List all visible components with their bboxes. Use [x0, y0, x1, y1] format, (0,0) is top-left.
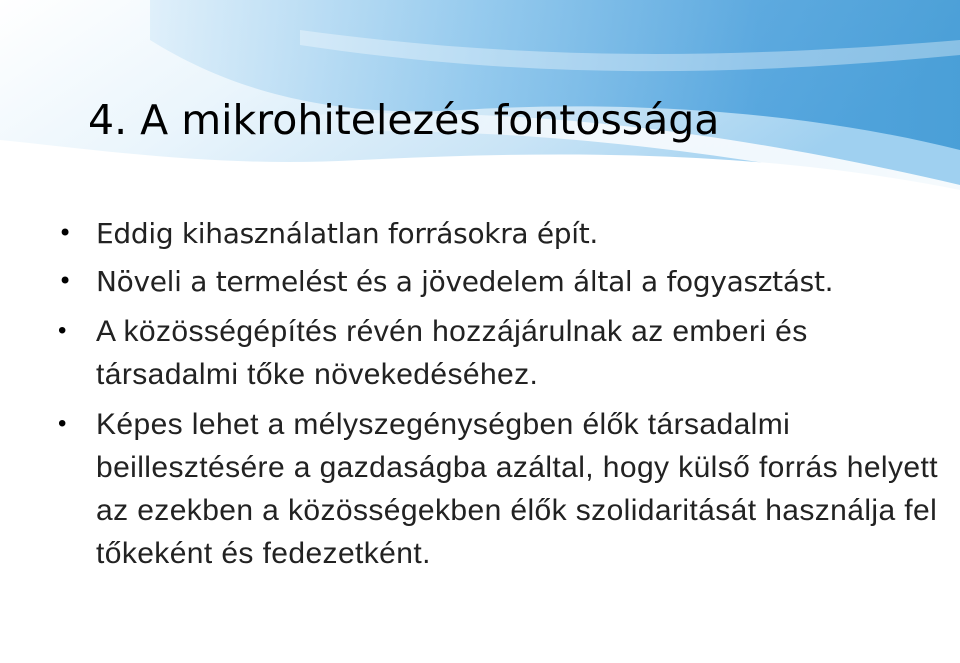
bullet-text: Eddig kihasználatlan forrásokra épít. — [96, 217, 599, 250]
bullet-icon: • — [58, 267, 72, 295]
bullet-item — [58, 403, 938, 575]
bullet-icon: • — [58, 219, 72, 247]
bullet-list — [58, 212, 938, 583]
slide-title: 4. A mikrohitelezés fontossága — [88, 96, 720, 144]
bullet-icon: • — [58, 317, 67, 344]
bullet-item — [58, 212, 938, 256]
bullet-text: Növeli a termelést és a jövedelem által a fogyasztást. — [96, 265, 834, 298]
bullet-text: Képes lehet a mélyszegénységben élők társadalmi beillesztésére a gazdaságba azáltal, hogy külső forrás helyett az ezekben a közösségekben élők szolidaritását használja fel tőkeként és fedezetként. — [96, 408, 938, 570]
bullet-item — [58, 260, 938, 304]
bullet-icon: • — [58, 410, 67, 437]
bullet-text: A közösségépítés révén hozzájárulnak az emberi és társadalmi tőke növekedéséhez. — [96, 315, 808, 391]
bullet-item — [58, 310, 938, 396]
